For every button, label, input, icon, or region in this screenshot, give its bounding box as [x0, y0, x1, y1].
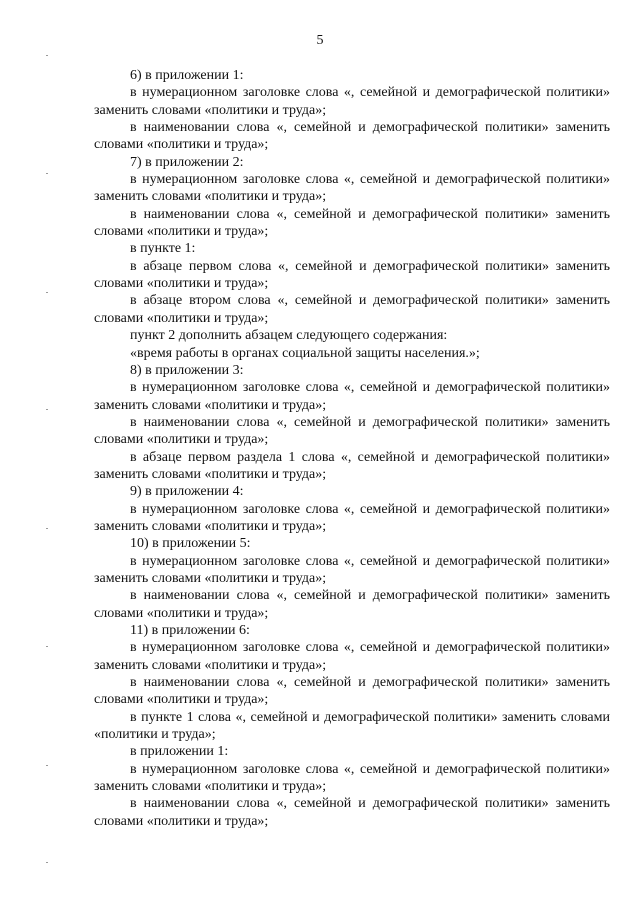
- scan-margin-mark: [46, 646, 48, 647]
- paragraph: в нумерационном заголовке слова «, семейной и демографической политики» заменить словами «политики и труда»;: [94, 761, 610, 795]
- paragraph: 6) в приложении 1:: [130, 68, 244, 83]
- paragraph: в абзаце первом раздела 1 слова «, семейной и демографической политики» заменить словами «политики и труда»;: [94, 449, 610, 482]
- paragraph: 8) в приложении 3:: [130, 362, 244, 378]
- document-body: [94, 67, 610, 830]
- paragraph: в наименовании слова «, семейной и демографической политики» заменить словами «политики и труда»;: [94, 796, 610, 829]
- paragraph: в абзаце первом слова «, семейной и демографической политики» заменить словами «политики и труда»;: [94, 258, 610, 292]
- paragraph: в пункте 1:: [130, 241, 196, 257]
- scan-margin-mark: [46, 862, 48, 863]
- paragraph: 11) в приложении 6:: [130, 623, 250, 638]
- scan-margin-mark: [46, 765, 48, 766]
- paragraph: 9) в приложении 4:: [130, 484, 244, 500]
- paragraph: в наименовании слова «, семейной и демографической политики» заменить словами «политики и труда»;: [94, 588, 610, 621]
- scan-margin-mark: [46, 173, 48, 174]
- page-number: 5: [316, 33, 324, 48]
- paragraph: в нумерационном заголовке слова «, семейной и демографической политики» заменить словами «политики и труда»;: [94, 553, 610, 586]
- paragraph: в наименовании слова «, семейной и демографической политики» заменить словами «политики и труда»;: [94, 414, 610, 448]
- paragraph: в нумерационном заголовке слова «, семейной и демографической политики» заменить словами «политики и труда»;: [94, 640, 610, 673]
- paragraph: в пункте 1 слова «, семейной и демографической политики» заменить словами «политики и труда»;: [94, 709, 610, 743]
- paragraph: в абзаце втором слова «, семейной и демографической политики» заменить словами «политики и труда»;: [94, 293, 610, 326]
- paragraph: в приложении 1:: [130, 744, 229, 760]
- paragraph: 10) в приложении 5:: [130, 536, 251, 552]
- paragraph: «время работы в органах социальной защиты населения.»;: [130, 345, 480, 361]
- paragraph: в нумерационном заголовке слова «, семейной и демографической политики» заменить словами «политики и труда»;: [94, 501, 610, 534]
- scan-margin-mark: [46, 409, 48, 410]
- scan-margin-mark: [46, 55, 48, 56]
- scan-margin-mark: [46, 528, 48, 529]
- paragraph: в нумерационном заголовке слова «, семейной и демографической политики» заменить словами «политики и труда»;: [94, 85, 610, 118]
- paragraph: в нумерационном заголовке слова «, семейной и демографической политики» заменить словами «политики и труда»;: [94, 172, 610, 205]
- paragraph: в наименовании слова «, семейной и демографической политики» заменить словами «политики и труда»;: [94, 120, 610, 153]
- paragraph: пункт 2 дополнить абзацем следующего содержания:: [130, 328, 448, 344]
- paragraph: в наименовании слова «, семейной и демографической политики» заменить словами «политики и труда»;: [94, 675, 610, 708]
- scan-margin-mark: [46, 292, 48, 293]
- paragraph: 7) в приложении 2:: [130, 154, 244, 170]
- paragraph: в нумерационном заголовке слова «, семейной и демографической политики» заменить словами «политики и труда»;: [94, 380, 610, 413]
- paragraph: в наименовании слова «, семейной и демографической политики» заменить словами «политики и труда»;: [94, 206, 610, 240]
